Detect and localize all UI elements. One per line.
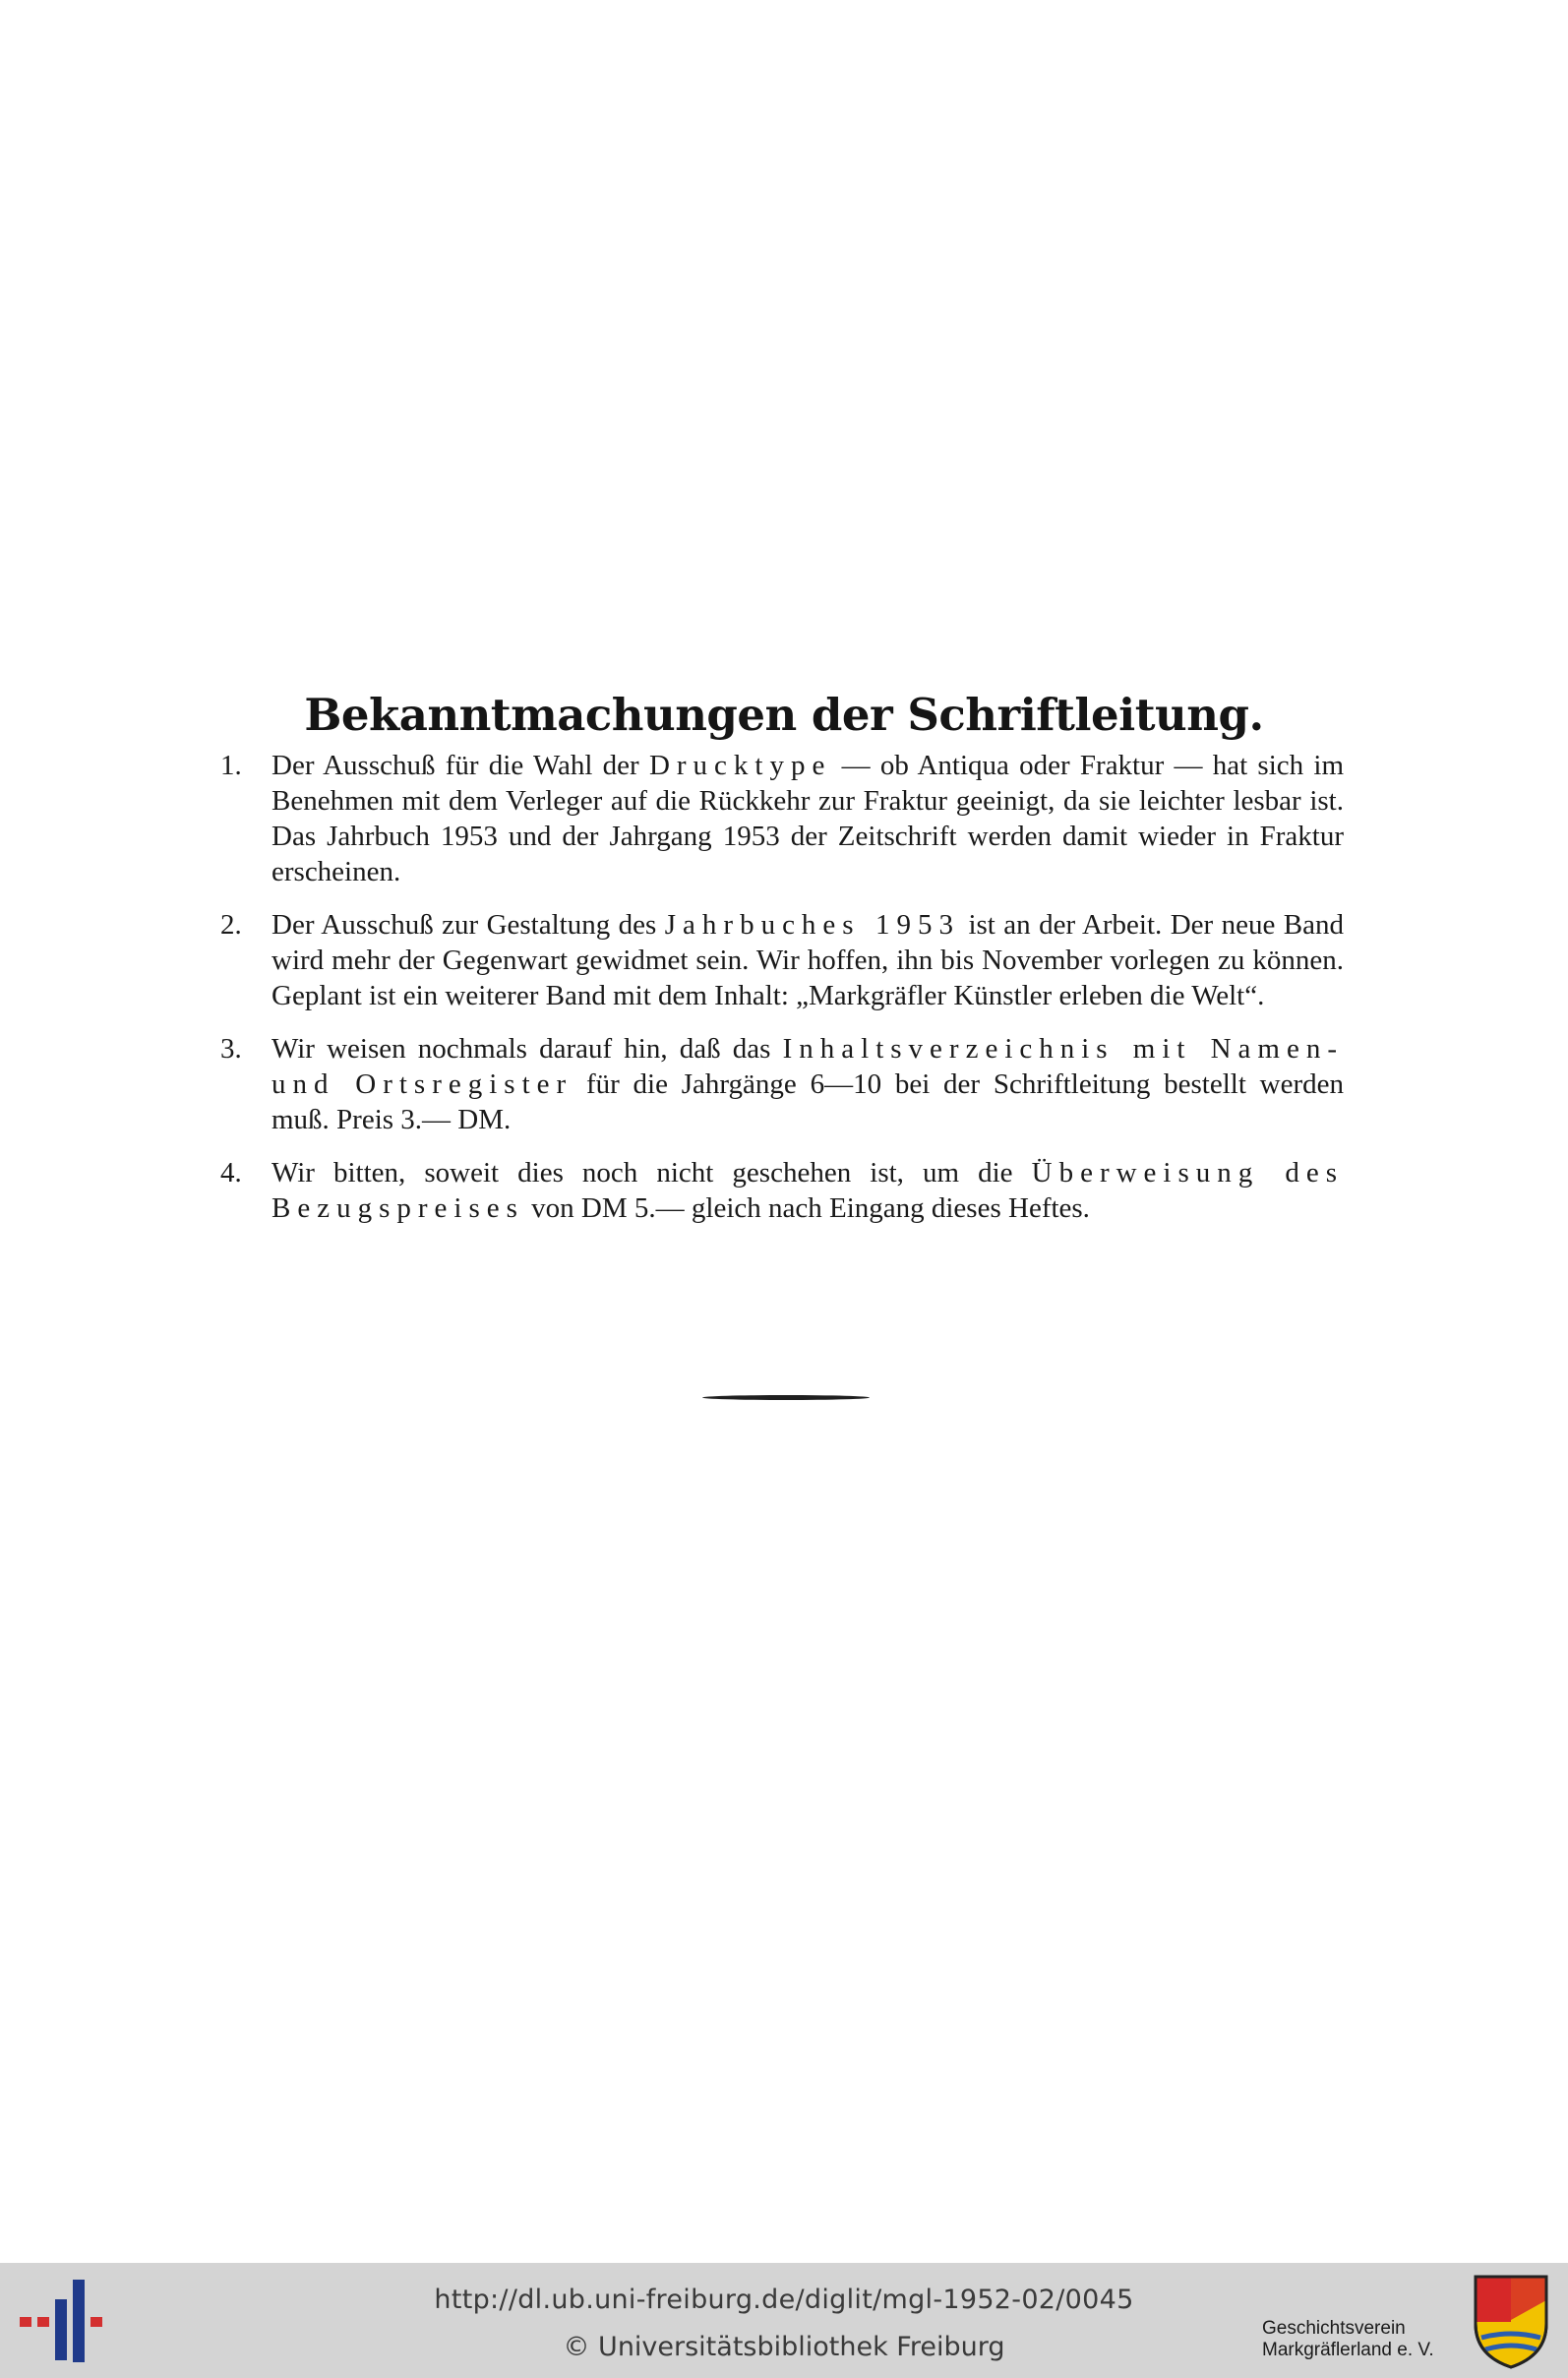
society-name <box>1262 2318 1459 2361</box>
notice-text-run: ist an der Arbeit. Der neue Band wird mehr der Gegenwart gewidmet sein. Wir hoffen, ihn bis November vorlegen zu können. Geplant ist ein weiterer Band mit dem Inhalt: „Markgräfler Künstler erleben die Welt“. <box>271 909 1345 1011</box>
ornamental-rule <box>702 1395 870 1400</box>
notice-text <box>271 907 1344 1013</box>
page-title: Bekanntmachungen der Schriftleitung. <box>304 689 1264 742</box>
notice-text-run: Der Ausschuß für die Wahl der <box>271 750 649 781</box>
footer-bar <box>0 2263 1568 2378</box>
emphasized-text: Drucktype <box>648 750 832 781</box>
notice-number: 3. <box>220 1033 242 1065</box>
notice-number: 4. <box>220 1157 242 1189</box>
notice-text-run: von DM 5.— gleich nach Eingang dieses Heftes. <box>523 1192 1090 1224</box>
notice-item <box>220 748 1344 889</box>
notice-item <box>220 1155 1344 1226</box>
coat-of-arms-icon <box>1472 2273 1550 2369</box>
notice-text <box>271 1031 1344 1137</box>
notice-item <box>220 1031 1344 1137</box>
copyright-notice: © Universitätsbibliothek Freiburg <box>563 2332 1005 2362</box>
emphasized-text: Jahrbuches 1953 <box>664 909 961 941</box>
notice-text-run: Der Ausschuß zur Gestaltung des <box>271 909 665 941</box>
notice-text <box>271 748 1344 889</box>
emphasized-text: Überweisung des Bezugspreises <box>271 1157 1344 1224</box>
notice-text-run: für die Jahrgänge 6—10 bei der Schriftleitung bestellt werden muß. Preis 3.— DM. <box>271 1068 1344 1135</box>
emphasized-text: Inhaltsverzeichnis mit Namen- und Ortsregister <box>271 1033 1344 1100</box>
notice-text-run: Wir bitten, soweit dies noch nicht geschehen ist, um die <box>271 1157 1032 1189</box>
citation-url[interactable]: http://dl.ub.uni-freiburg.de/diglit/mgl-1952-02/0045 <box>434 2285 1134 2315</box>
notice-text-run: — ob Antiqua oder Fraktur — hat sich im Benehmen mit dem Verleger auf die Rückkehr zur Fraktur geeinigt, da sie leichter lesbar ist. Das Jahrbuch 1953 und der Jahrgang 1953 der Zeitschrift werden damit wieder in Fraktur erscheinen. <box>271 750 1344 887</box>
society-name-line2: Markgräflerland e. V. <box>1262 2340 1434 2360</box>
notice-number: 1. <box>220 750 242 781</box>
notice-item <box>220 907 1344 1013</box>
notice-text-run: Wir weisen nochmals darauf hin, daß das <box>271 1033 783 1065</box>
notice-number: 2. <box>220 909 242 941</box>
notice-text <box>271 1155 1344 1226</box>
notice-list <box>220 748 1344 1244</box>
society-name-line1: Geschichtsverein <box>1262 2318 1406 2339</box>
